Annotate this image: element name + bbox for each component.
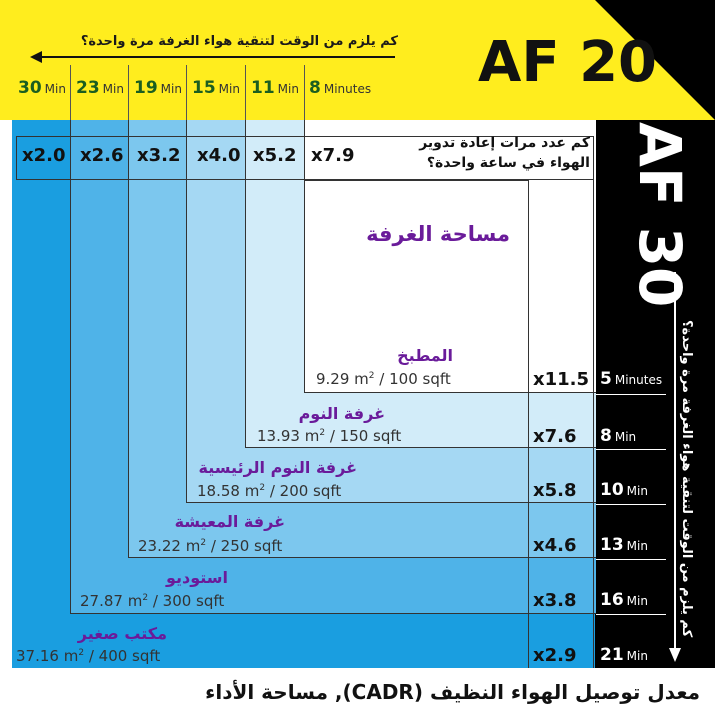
- af30-time-question: كم يلزم من الوقت لتنقية هواء الغرفة مرة واحدة؟: [679, 320, 694, 638]
- col-divider: [128, 65, 129, 120]
- row-divider: [596, 614, 666, 615]
- col-divider: [186, 65, 187, 120]
- af20-time-15: 15 Min: [192, 78, 240, 98]
- af30-ratio: x3.8: [533, 590, 577, 611]
- room-size-living-room: 23.22 $m^2 / 250$ sqft: [138, 537, 283, 555]
- af20-time-23: 23 Min: [76, 78, 124, 98]
- row-divider: [596, 394, 666, 395]
- af30-ratio: x7.6: [533, 426, 577, 447]
- af20-ratio: x3.2: [137, 145, 181, 166]
- room-size-studio: 27.87 $m^2 / 300$ sqft: [80, 592, 225, 610]
- af20-time-8: 8 Minutes: [309, 78, 372, 98]
- af30-ratio: x2.9: [533, 645, 577, 666]
- room-name-master-bedroom: غرفة النوم الرئيسية: [198, 458, 357, 477]
- af20-ratio: x4.0: [197, 145, 241, 166]
- room-name-small-office: مكتب صغير: [77, 624, 167, 643]
- row-divider: [596, 559, 666, 560]
- af30-ratio: x11.5: [533, 369, 590, 390]
- air-change-question: كم عدد مرات إعادة تدوير الهواء في ساعة واحدة؟: [419, 135, 590, 171]
- af30-time-16: 16 Min: [600, 590, 648, 610]
- af30-ratio: x5.8: [533, 480, 577, 501]
- af20-time-30: 30 Min: [18, 78, 66, 98]
- col-divider: [245, 65, 246, 120]
- af30-title-text: AF 30: [626, 122, 694, 308]
- room-name-kitchen: المطبخ: [397, 346, 453, 365]
- room-name-bedroom: غرفة النوم: [298, 404, 385, 423]
- room-size-master-bedroom: 18.58 $m^2 / 200$ sqft: [197, 482, 342, 500]
- room-size-small-office: 37.16 $m^2 / 400$ sqft: [16, 647, 161, 665]
- af20-ratio: x5.2: [253, 145, 297, 166]
- room-size-kitchen: 9.29 $m^2 / 100$ sqft: [316, 370, 451, 388]
- col-divider: [70, 65, 71, 120]
- af20-ratio: x7.9: [311, 145, 355, 166]
- row-divider: [596, 449, 666, 450]
- af30-time-5: 5 Minutes: [600, 369, 663, 389]
- room-area-title: مساحة الغرفة: [366, 222, 510, 246]
- room-name-studio: استوديو: [165, 568, 228, 587]
- af30-time-8: 8 Min: [600, 426, 637, 446]
- row-divider: [596, 504, 666, 505]
- footer-caption: معدل توصيل الهواء النظيف (CADR), مساحة الأداء: [205, 680, 700, 704]
- af20-ratio: x2.0: [22, 145, 66, 166]
- af30-ratio: x4.6: [533, 535, 577, 556]
- af20-title: AF 20: [478, 30, 658, 95]
- col-divider: [304, 65, 305, 120]
- af20-time-19: 19 Min: [134, 78, 182, 98]
- room-size-bedroom: 13.93 $m^2 / 150$ sqft: [257, 427, 402, 445]
- af30-time-21: 21 Min: [600, 645, 648, 665]
- af30-time-10: 10 Min: [600, 480, 648, 500]
- af20-ratio: x2.6: [80, 145, 124, 166]
- room-name-living-room: غرفة المعيشة: [174, 512, 285, 531]
- arrow-left-icon: [30, 50, 395, 64]
- arrow-down-icon: [668, 272, 682, 662]
- af20-time-question: كم يلزم من الوقت لتنقية هواء الغرفة مرة واحدة؟: [80, 34, 398, 49]
- af20-time-11: 11 Min: [251, 78, 299, 98]
- af30-time-13: 13 Min: [600, 535, 648, 555]
